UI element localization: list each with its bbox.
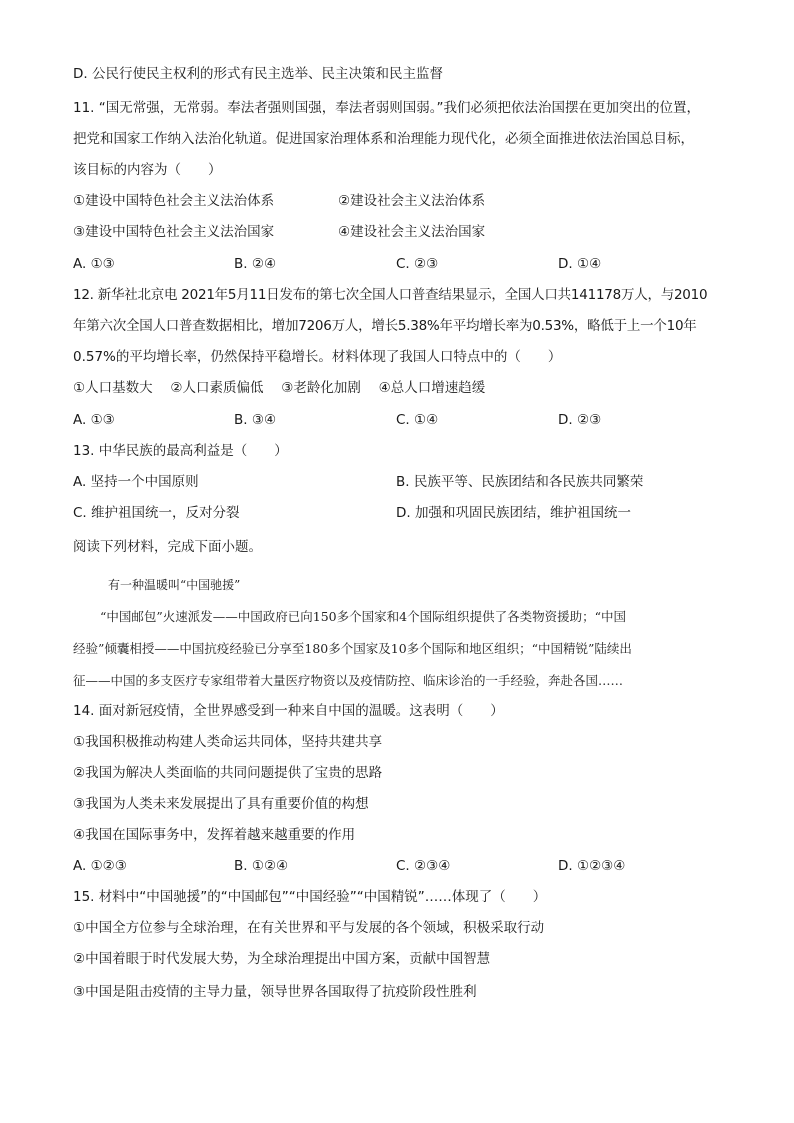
q14-statement-1: ①我国积极推动构建人类命运共同体，坚持共建共享 [73, 734, 383, 750]
q12-option-d: D. ②③ [558, 412, 602, 428]
q13-option-d: D. 加强和巩固民族团结，维护祖国统一 [396, 505, 631, 521]
q12-option-c: C. ①④ [396, 412, 439, 428]
q12-option-b: B. ③④ [234, 412, 277, 428]
q14-option-a: A. ①②③ [73, 858, 127, 874]
option-d-q10: D. 公民行使民主权利的形式有民主选举、民主决策和民主监督 [73, 66, 443, 82]
q11-stem-line3: 该目标的内容为（ ） [73, 162, 222, 178]
material-line2: 经验”倾囊相授——中国抗疫经验已分享至180多个国家及10多个国际和地区组织；“中国精锐”陆续出 [73, 641, 632, 656]
q13-option-a: A. 坚持一个中国原则 [73, 474, 199, 490]
q12-stem-line3: 0.57%的平均增长率，仍然保持平稳增长。材料体现了我国人口特点中的（ ） [73, 349, 562, 365]
q14-statement-3: ③我国为人类未来发展提出了具有重要价值的构想 [73, 796, 369, 812]
q13-option-c: C. 维护祖国统一，反对分裂 [73, 505, 240, 521]
q12-stem-line1: 12. 新华社北京电 2021年5月11日发布的第七次全国人口普查结果显示，全国人口共141178万人，与2010 [73, 287, 708, 303]
q15-stem: 15. 材料中“中国驰援”的“中国邮包”“中国经验”“中国精锐”……体现了（ ） [73, 889, 547, 905]
q12-option-a: A. ①③ [73, 412, 115, 428]
q14-option-b: B. ①②④ [234, 858, 289, 874]
q15-statement-1: ①中国全方位参与全球治理，在有关世界和平与发展的各个领域，积极采取行动 [73, 920, 545, 936]
q14-statement-4: ④我国在国际事务中，发挥着越来越重要的作用 [73, 827, 356, 843]
q13-stem: 13. 中华民族的最高利益是（ ） [73, 443, 288, 459]
q12-stem-line2: 年第六次全国人口普查数据相比，增加7206万人，增长5.38%年平均增长率为0.53%，略低于上一个10年 [73, 318, 697, 334]
q14-stem: 14. 面对新冠疫情，全世界感受到一种来自中国的温暖。这表明（ ） [73, 703, 504, 719]
q14-option-d: D. ①②③④ [558, 858, 626, 874]
q11-option-a: A. ①③ [73, 256, 115, 272]
q14-option-c: C. ②③④ [396, 858, 451, 874]
q14-statement-2: ②我国为解决人类面临的共同问题提供了宝贵的思路 [73, 765, 383, 781]
q11-option-c: C. ②③ [396, 256, 439, 272]
q11-stem-line1: 11. “国无常强，无常弱。奉法者强则国强，奉法者弱则国弱。”我们必须把依法治国摆在更加突出的位置， [73, 100, 700, 116]
q13-option-b: B. 民族平等、民族团结和各民族共同繁荣 [396, 474, 644, 490]
q11-stem-line2: 把党和国家工作纳入法治化轨道。促进国家治理体系和治理能力现代化，必须全面推进依法治国总目标， [73, 131, 694, 147]
q11-statement-2: ②建设社会主义法治体系 [338, 193, 486, 209]
material-line1: “中国邮包”火速派发——中国政府已向150多个国家和4个国际组织提供了各类物资援助；“中国 [100, 609, 626, 624]
reading-instruction: 阅读下列材料，完成下面小题。 [73, 539, 262, 555]
q11-statement-3: ③建设中国特色社会主义法治国家 [73, 224, 275, 240]
material-title: 有一种温暖叫“中国驰援” [108, 578, 241, 592]
q12-statements: ①人口基数大 ②人口素质偏低 ③老龄化加剧 ④总人口增速趋缓 [73, 380, 486, 396]
q11-statement-4: ④建设社会主义法治国家 [338, 224, 486, 240]
q11-option-d: D. ①④ [558, 256, 602, 272]
q11-option-b: B. ②④ [234, 256, 277, 272]
q15-statement-3: ③中国是阻击疫情的主导力量，领导世界各国取得了抗疫阶段性胜利 [73, 984, 477, 1000]
q15-statement-2: ②中国着眼于时代发展大势，为全球治理提出中国方案，贡献中国智慧 [73, 951, 491, 967]
q11-statement-1: ①建设中国特色社会主义法治体系 [73, 193, 275, 209]
material-line3: 征——中国的多支医疗专家组带着大量医疗物资以及疫情防控、临床诊治的一手经验，奔赴各国…… [73, 673, 624, 688]
